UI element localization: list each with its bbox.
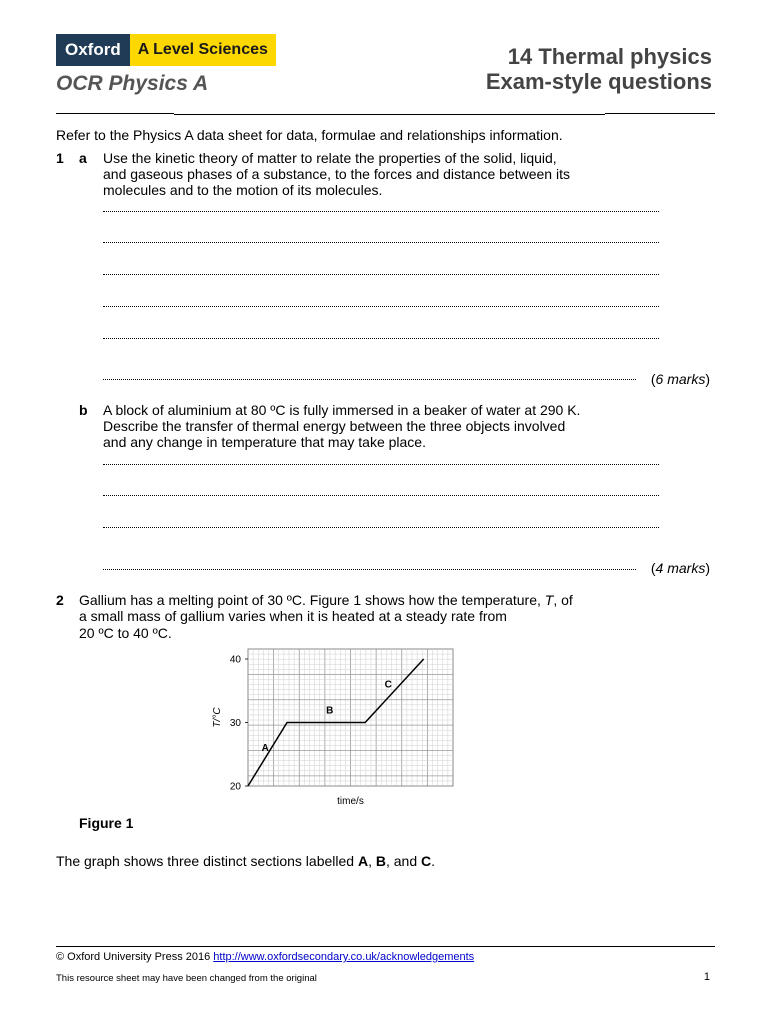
section-label-c: C [384,679,392,691]
acknowledgements-link[interactable]: http://www.oxfordsecondary.co.uk/acknowledgements [213,951,475,963]
q2-summary-text: The graph shows three distinct sections labelled [56,853,358,869]
section-label-a: A [261,743,269,755]
q1a-marks: (6 marks) [650,371,710,387]
q2-summary-sep2: , and [385,853,422,869]
q2-text-line3: 20 ºC to 40 ºC. [79,625,172,641]
header-rule-middle [174,114,605,115]
q1b-text-line2: Describe the transfer of thermal energy between the three objects involved [103,418,566,434]
figure-1-chart [200,643,470,813]
section-label-b: B [326,705,334,717]
answer-line[interactable] [103,464,659,465]
q2-text-line1-a: Gallium has a melting point of 30 ºC. Figure 1 shows how the temperature, [79,592,545,608]
answer-line[interactable] [103,274,659,275]
y-tick-label: 20 [229,781,241,793]
brand-logo [56,34,276,66]
q2-number: 2 [56,592,64,608]
section-label-c: C [421,853,432,869]
q1a-label: a [79,150,87,166]
q1-number: 1 [56,150,64,166]
topic-line-2: Exam-style questions [485,69,712,94]
footer-copyright [56,951,474,963]
course-title: OCR Physics A [56,72,209,95]
y-tick-label: 40 [229,654,241,666]
q1b-marks: (4 marks) [650,560,710,576]
q2-summary [56,853,435,870]
header-rule-left [56,113,174,114]
q2-summary-sep1: , [368,853,376,869]
page-number: 1 [703,971,710,983]
chart-x-label: time/s [337,796,364,807]
q1a-text-line1: Use the kinetic theory of matter to relate the properties of the solid, liquid, [103,150,557,166]
q1b-text-line1: A block of aluminium at 80 ºC is fully immersed in a beaker of water at 290 K. [103,402,581,418]
footer-note: This resource sheet may have been changed from the original [56,973,317,984]
answer-line[interactable] [103,495,659,496]
copyright-text: © Oxford University Press 2016 [56,951,214,963]
q1a-text-line2: and gaseous phases of a substance, to the forces and distance between its [103,166,570,182]
answer-line[interactable] [103,379,636,380]
figure-1-caption: Figure 1 [79,815,134,831]
brand-series: A Level Sciences [130,34,276,66]
answer-line[interactable] [103,569,636,570]
section-label-a: A [357,853,369,869]
q2-variable-t: T [544,592,554,608]
answer-line[interactable] [103,242,659,243]
topic-line-1: 14 Thermal physics [507,44,712,69]
q2-summary-end: . [431,853,436,869]
topic-title [486,44,712,94]
answer-line[interactable] [103,211,659,212]
q1a-text-line3: molecules and to the motion of its molecules. [103,182,383,198]
chart-y-label: T/°C [212,707,223,728]
chart-grid [248,649,453,786]
intro-text: Refer to the Physics A data sheet for data, formulae and relationships information. [56,127,563,143]
answer-line[interactable] [103,306,659,307]
answer-line[interactable] [103,527,659,528]
answer-line[interactable] [103,338,659,339]
q1a-marks-text: 6 marks [655,371,706,387]
q2-text-line1 [79,592,573,609]
q2-text-line1-b: , of [553,592,573,608]
y-tick-label: 30 [229,718,241,729]
chart-y-ticks [230,655,248,793]
q2-text-line2: a small mass of gallium varies when it is heated at a steady rate from [79,608,507,624]
q1b-label: b [79,402,88,418]
q1b-text-line3: and any change in temperature that may take place. [103,434,426,450]
footer-rule [56,946,715,947]
q1b-marks-text: 4 marks [655,560,706,576]
section-label-b: B [375,853,386,869]
brand-oxford: Oxford [56,34,130,66]
header-rule-right [605,113,715,114]
